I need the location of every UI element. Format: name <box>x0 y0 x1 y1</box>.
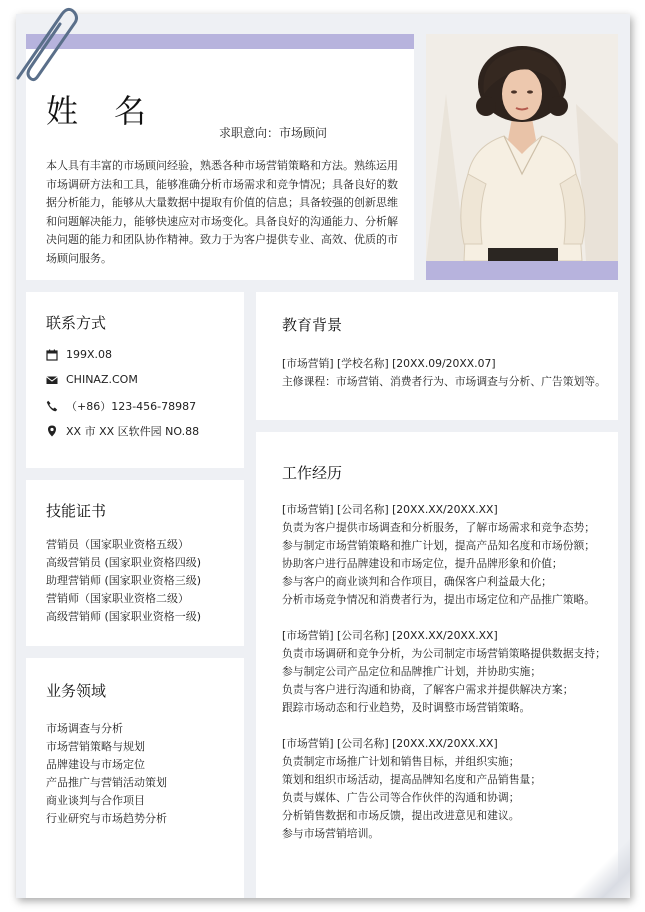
photo-card <box>426 34 618 280</box>
page-curl <box>550 818 630 898</box>
location-icon <box>46 425 58 437</box>
contact-birth <box>46 348 112 361</box>
list-item: 高级营销员 (国家职业资格四级) <box>46 556 202 569</box>
education-section <box>256 292 618 420</box>
job-duty: 协助客户进行品牌建设和市场定位，提升品牌形象和价值； <box>282 557 563 570</box>
list-item: 市场调查与分析 <box>46 722 123 735</box>
contact-text: XX 市 XX 区软件园 NO.88 <box>66 425 200 438</box>
business-fields-section <box>26 658 244 898</box>
self-introduction: 本人具有丰富的市场顾问经验，熟悉各种市场营销策略和方法。熟练运用市场调研方法和工具，能够准确分析市场需求和竞争情况；具备良好的数据分析能力，能够从大量数据中提取有价值的信息；具备较强的创新思维和问题解决能力，能够快速应对市场变化。具备良好的沟通能力、分析解决问题的能力和团队协作精神。致力于为客户提供专业、高效、优质的市场顾问服务。 <box>46 159 398 265</box>
phone-icon <box>46 400 58 412</box>
list-item: 产品推广与营销活动策划 <box>46 776 167 789</box>
job-duty: 分析销售数据和市场反馈，提出改进意见和建议。 <box>282 809 520 822</box>
list-item: 营销员（国家职业资格五级） <box>46 538 189 551</box>
calendar-icon <box>46 349 58 361</box>
contact-phone <box>46 398 196 414</box>
job-duty: 参与制定公司产品定位和品牌推广计划，并协助实施； <box>282 665 542 678</box>
list-item: 行业研究与市场趋势分析 <box>46 812 167 825</box>
mail-icon <box>46 374 58 386</box>
job-duty: 负责与客户进行沟通和协商，了解客户需求并提供解决方案； <box>282 683 574 696</box>
education-line: 主修课程：市场营销、消费者行为、市场调查与分析、广告策划等。 <box>282 375 606 388</box>
accent-bar <box>26 34 414 49</box>
list-item: 品牌建设与市场定位 <box>46 758 145 771</box>
contact-text: （+86）123-456-78987 <box>66 400 197 413</box>
job-duty: 策划和组织市场活动，提高品牌知名度和产品销售量； <box>282 773 542 786</box>
resume-page <box>16 14 630 898</box>
job-heading: [市场营销] [公司名称] [20XX.XX/20XX.XX] <box>282 503 498 516</box>
job-heading: [市场营销] [公司名称] [20XX.XX/20XX.XX] <box>282 629 498 642</box>
section-title: 教育背景 <box>282 316 343 334</box>
header-card <box>26 34 414 280</box>
job-duty: 负责为客户提供市场调查和分析服务，了解市场需求和竞争态势； <box>282 521 596 534</box>
skills-section <box>26 480 244 646</box>
job-duty: 参与制定市场营销策略和推广计划，提高产品知名度和市场份额； <box>282 539 596 552</box>
list-item: 商业谈判与合作项目 <box>46 794 145 807</box>
job-duty: 负责市场调研和竞争分析，为公司制定市场营销策略提供数据支持； <box>282 647 606 660</box>
contact-email <box>46 373 138 386</box>
list-item: 高级营销师 (国家职业资格一级) <box>46 610 202 623</box>
contact-section <box>26 292 244 468</box>
contact-text: CHINAZ.COM <box>66 373 138 386</box>
section-title: 技能证书 <box>46 502 107 520</box>
job-duty: 负责制定市场推广计划和销售目标，并组织实施； <box>282 755 520 768</box>
education-line: [市场营销] [学校名称] [20XX.09/20XX.07] <box>282 357 496 370</box>
list-item: 助理营销师 (国家职业资格三级) <box>46 574 202 587</box>
portrait-photo <box>426 34 618 261</box>
accent-bar <box>426 261 618 280</box>
section-title: 工作经历 <box>282 464 343 482</box>
job-heading: [市场营销] [公司名称] [20XX.XX/20XX.XX] <box>282 737 498 750</box>
job-duty: 分析市场竞争情况和消费者行为，提出市场定位和产品推广策略。 <box>282 593 596 606</box>
contact-text: 199X.08 <box>66 348 113 361</box>
job-duty: 参与市场营销培训。 <box>282 827 380 840</box>
list-item: 市场营销策略与规划 <box>46 740 145 753</box>
section-title: 联系方式 <box>46 314 107 332</box>
paper-clip-icon <box>4 0 84 90</box>
job-duty: 跟踪市场动态和行业趋势，及时调整市场营销策略。 <box>282 701 531 714</box>
contact-address <box>46 423 199 439</box>
job-intent: 求职意向：市场顾问 <box>219 126 328 140</box>
job-duty: 参与客户的商业谈判和合作项目，确保客户利益最大化； <box>282 575 552 588</box>
list-item: 营销师（国家职业资格二级） <box>46 592 189 605</box>
job-duty: 负责与媒体、广告公司等合作伙伴的沟通和协调； <box>282 791 520 804</box>
section-title: 业务领域 <box>46 682 107 700</box>
candidate-name: 姓名 <box>46 92 183 130</box>
